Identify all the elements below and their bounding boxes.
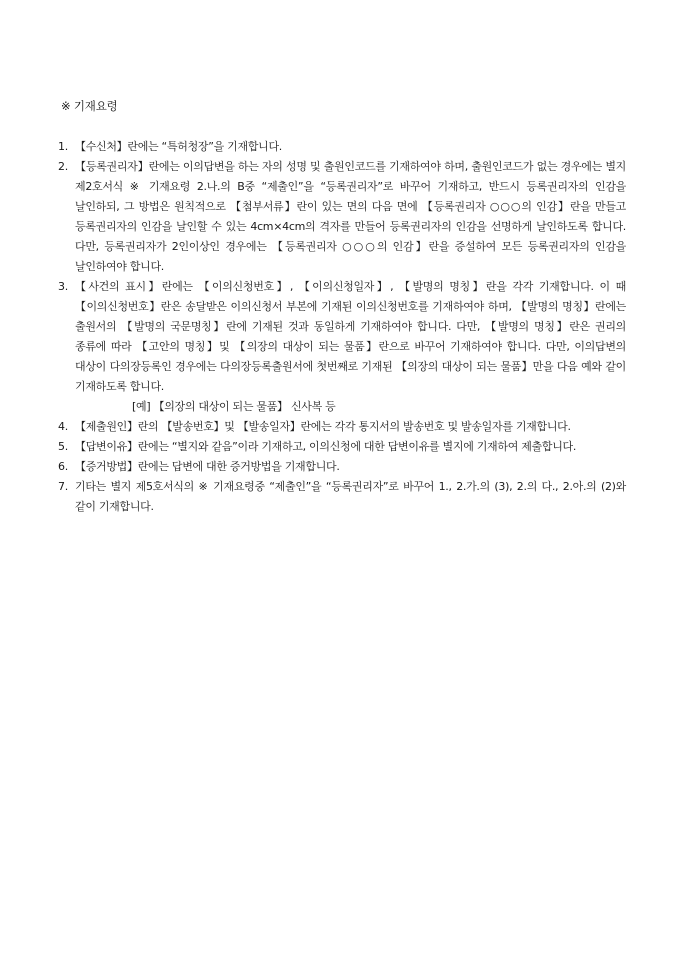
list-item [58, 417, 626, 437]
list-item [58, 477, 626, 517]
item-text: 【증거방법】란에는 답변에 대한 증거방법을 기재합니다. [75, 460, 340, 473]
item-number: 7. [58, 480, 68, 493]
item-number: 5. [58, 440, 68, 453]
list-item [58, 157, 626, 277]
list-item [58, 137, 626, 157]
item-number: 1. [58, 140, 68, 153]
item-example: [예] 【의장의 대상이 되는 물품】 신사복 등 [132, 400, 336, 413]
item-text: 【수신처】란에는 “특허청장”을 기재합니다. [75, 140, 283, 153]
item-number: 2. [58, 160, 68, 173]
list-item [58, 437, 626, 457]
item-number: 4. [58, 420, 68, 433]
list-item [58, 277, 626, 397]
instructions-list [58, 137, 626, 517]
item-text: 【답변이유】란에는 “별지와 같음”이라 기재하고, 이의신청에 대한 답변이유를 별지에 기재하여 제출합니다. [75, 440, 577, 453]
item-text: 【등록권리자】란에는 이의답변을 하는 자의 성명 및 출원인코드를 기재하여야 하며, 출원인코드가 없는 경우에는 별지 제2호서식 ※ 기재요령 2.나.의 B중 “제출인”을 “등록권리자”로 바꾸어 기재하고, 반드시 등록권리자의 인감을 날인하되, 그 방법은 원칙적으로 【첨부서류】란이 있는 면의 다음 면에 【등록권리자 ○○○의 인감】란을 만들고 등록권리자의 인감을 날인할 수 있는 4cm×4cm의 격자를 만들어 등록권리자의 인감을 선명하게 날인하도록 합니다. 다만, 등록권리자가 2인이상인 경우에는 【등록권리자 ○○○의 인감】란을 증설하여 모든 등록권리자의 인감을 날인하여야 합니다. [75, 160, 626, 273]
instructions-heading: ※ 기재요령 [61, 99, 118, 113]
item-text: 【제출원인】란의 【발송번호】및 【발송일자】란에는 각각 통지서의 발송번호 및 발송일자를 기재합니다. [75, 420, 571, 433]
item-text: 기타는 별지 제5호서식의 ※ 기재요령중 “제출인”을 “등록권리자”로 바꾸어 1., 2.가.의 (3), 2.의 다., 2.아.의 (2)와 같이 기재합니다. [75, 480, 626, 513]
list-item [58, 457, 626, 477]
item-number: 3. [58, 280, 68, 293]
item-text: 【사건의 표시】란에는 【이의신청번호】, 【이의신청일자】, 【발명의 명칭】란을 각각 기재합니다. 이 때 【이의신청번호】란은 송달받은 이의신청서 부본에 기재된 이의신청번호를 기재하여야 하며, 【발명의 명칭】란에는 출원서의 【발명의 국문명칭】란에 기재된 것과 동일하게 기재하여야 합니다. 다만, 【발명의 명칭】란은 권리의 종류에 따라 【고안의 명칭】및 【의장의 대상이 되는 물품】란으로 바꾸어 기재하여야 합니다. 다만, 이의답변의 대상이 다의장등록인 경우에는 다의장등록출원서에 첫번째로 기재된 【의장의 대상이 되는 물품】만을 다음 예와 같이 기재하도록 합니다. [75, 280, 626, 393]
item-number: 6. [58, 460, 68, 473]
